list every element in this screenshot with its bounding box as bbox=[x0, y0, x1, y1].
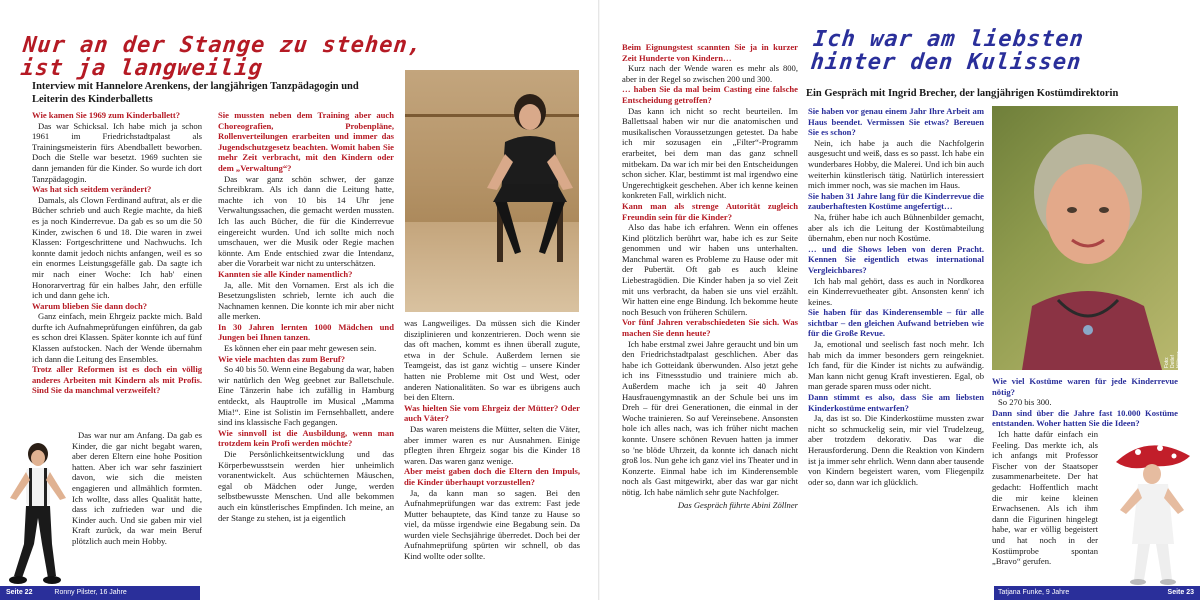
question: Wie viele machten das zum Beruf? bbox=[218, 353, 346, 364]
answer: Ich habe erstmal zwei Jahre geraucht und bin um den Friedrichstadtpalast geschlichen. Aber das habe ich Gotteidank überwunden. Also jetzt gehe ich ins Fitnessstudio und trainiere mich ab. Außerdem mache ich ja seit 40 Jahren Hausfrauengymnastik an der Schule bei uns im Dreh – für drei Generationen, die einmal in der Woche trainieren. So auf Vereinsebene. Ansonsten hole ich alles nach, was ich früher nicht machen konnte. Unsere schönen Revuen hatten ja immer so 'ne blöde Uhrzeit, da konnte ich danach nicht groß los. Nun gehe ich ganz viel ins Theater und in Konzerte. Einmal habe ich im Kinderensemble noch als Gast mitgewirkt, aber das war gar nicht nötig. Ich habe nämlich sehr gute Nachfolger. bbox=[622, 338, 798, 497]
answer: Ja, emotional und seelisch fast noch mehr. Ich hab mich da immer besonders gern reingekniet. Ich fand, für die Kinder ist nichts zu aufwändig. Man kann nicht genug Kraft investieren. Egal, ob man gerade sparen muss oder nicht. bbox=[808, 339, 984, 392]
qa-item bbox=[622, 42, 798, 84]
qa-item bbox=[622, 317, 798, 497]
question: Kann man als strenge Autorität zugleich Freundin sein für die Kinder? bbox=[622, 200, 798, 222]
answer: Kurz nach der Wende waren es mehr als 800, aber in der Regel so zwischen 200 und 300. bbox=[622, 63, 798, 84]
left-headline-line1: Nur an der Stange zu stehen, bbox=[21, 33, 424, 58]
answer: Es können eher ein paar mehr gewesen sein. bbox=[224, 343, 377, 354]
qa-item bbox=[218, 110, 394, 269]
page-number: Seite 23 bbox=[1167, 589, 1194, 596]
page-number: Seite 22 bbox=[6, 589, 33, 596]
question: Wie sinnvoll ist die Ausbildung, wenn man trotzdem kein Profi werden möchte? bbox=[218, 427, 394, 449]
photo-credit: Foto: Detlef Hübner bbox=[1164, 351, 1182, 368]
qa-item bbox=[32, 301, 202, 365]
answer: Damals, als Clown Ferdinand auftrat, als er die Bücher schrieb und auch Regie machte, da hieß es ja noch Kinderrevue. Da gab es so um die 50 Kinder, zwischen 6 und 18. Die waren in zwei Klassen: Fortgeschrittene und Nachwuchs. Ich konnte damit jedoch nichts anfangen, weil es so ein enormes Leistungsgefälle gab. Da sagte ich mir nach einer Woche: Ich hab' einen Honorarvertrag für ein halbes Jahr, den erfülle ich und dann gehe ich. bbox=[32, 194, 202, 301]
right-column-2 bbox=[808, 106, 984, 580]
right-column-1 bbox=[622, 42, 798, 578]
answer: Die Persönlichkeitsentwicklung und das Körperbewusstsein werden hier unheimlich voranentwickelt. Aus schüchternen Mäuschen, egal ob Mädchen oder Junge, werden selbstbewusste Menschen. Und alle bekommen auch ein künstlerisches Empfinden. Ich meine, an der Stange zu stehen, ist ja eigentlich bbox=[218, 449, 394, 523]
answer: Das war ganz schön schwer, der ganze Schreibkram. Als ich dann die Leitung hatte, machte ich von 10 bis 14 Uhr jene Verwaltungssachen, die gemacht werden mussten. Ich las auch Bücher, die für die Kinderrevue eingereicht wurden. Und ich sollte mich noch umschauen, wer die Musik oder Regie machen könnte. Am Ende entschied zwar die Intendanz, aber die Vorarbeit war nicht zu unterschätzen. bbox=[218, 173, 394, 269]
question: Sie haben vor genau einem Jahr Ihre Arbeit am Haus beendet. Vermissen Sie etwas? Bereuen Sie es schon? bbox=[808, 106, 984, 138]
answer: Ich hatte dafür einfach ein Feeling. Das merkte ich, als ich anfangs mit Professor Fischer von der Staatsoper zusammenarbeitete. Der hat gedacht: Hoffentlich macht die mir keine kleinen Erwachsenen. Als ich ihm dann die Figurinen hingelegt habe, war er völlig begeistert und hat noch in der Kostümprobe spontan „Bravo“ gerufen. bbox=[992, 428, 1098, 567]
qa-item bbox=[218, 354, 394, 428]
question: Sie mussten neben dem Training aber auch Choreografien, Probenpläne, Rollenverteilungen erarbeiten und immer das Jugendschutzgesetz beachten. Womit haben Sie mehr Zeit verbracht, mit den Kindern oder dem „Verwaltung“? bbox=[218, 110, 394, 173]
qa-item bbox=[808, 307, 984, 392]
qa-item bbox=[808, 106, 984, 191]
qa-item bbox=[218, 322, 394, 354]
question: Dann stimmt es also, dass Sie am liebsten Kinderkostüme entwarfen? bbox=[808, 392, 984, 413]
qa-item bbox=[808, 392, 984, 487]
mushroom-costume-cutout bbox=[1108, 432, 1198, 586]
photo-caption: Tatjana Funke, 9 Jahre bbox=[998, 589, 1070, 596]
photo-caption: Ronny Pilster, 16 Jahre bbox=[54, 589, 127, 596]
question: Sie haben 31 Jahre lang für die Kinderrevue die zauberhaftesten Kostüme angefertigt… bbox=[808, 190, 984, 212]
question: Was hat sich seitdem verändert? bbox=[32, 184, 152, 195]
answer: Ja, da kann man so sagen. Bei den Aufnahmeprüfungen war das extrem: Fast jede Mutter behauptete, das Kind tanze zu Hause so viel, da müsse irgendwie eine Begabung sein. Da wurden viele Sechsjährige überredet. Doch bei der Aufnahmeprüfung spürten wir schnell, ob das Kind wollte oder sollte. bbox=[404, 487, 580, 562]
qa-item bbox=[622, 201, 798, 318]
answer: Also das habe ich erfahren. Wenn ein offenes Kind plötzlich berührt war, habe ich es zur Seite genommen und wir haben uns unterhalten. Manchmal waren es Probleme zu Hause oder mit der Pubertät. Oft gab es auch kleine Liebestragödien. Die Kinder haben ja so viel Zeit mit uns verbracht, da haben sie uns viel erzählt. Wir hatten eine enge Bindung. Ich bekomme heute noch Besuch von früheren Schülern. bbox=[622, 222, 798, 317]
right-headline bbox=[810, 28, 1195, 74]
answer: Ja, alle. Mit den Vornamen. Erst als ich die Besetzungslisten schrieb, lernte ich auch die Nachnamen kennen. Die konnte ich mir aber nicht alle merken. bbox=[218, 279, 394, 322]
question: Dann sind über die Jahre fast 10.000 Kostüme entstanden. Woher hatten Sie die Ideen? bbox=[992, 407, 1178, 429]
qa-item bbox=[808, 191, 984, 244]
answer: Ja, das ist so. Die Kinderkostüme mussten zwar nicht so schmuckelig sein, mir viel Trudelzeug, aber trotzdem dekorativ. Das war die Herausforderung. Denn die Reaktion von Kindern ist ja immer sehr ehrlich. Wenn dann aber tausende von Kindern begeistert waren, vom Fliegenpilz oder so, dann war ich glücklich. bbox=[808, 413, 984, 487]
seated-woman-figure bbox=[475, 84, 585, 274]
qa-item bbox=[404, 403, 580, 467]
right-intro: Ein Gespräch mit Ingrid Brecher, der langjährigen Kostümdirektorin bbox=[806, 88, 1119, 99]
right-headline-line1: Ich war am liebsten bbox=[811, 27, 1086, 52]
question: Was hielten Sie vom Ehrgeiz der Mütter? Oder auch Väter? bbox=[404, 402, 580, 424]
right-page bbox=[600, 0, 1200, 600]
question: Wie kamen Sie 1969 zum Kinderballett? bbox=[32, 110, 181, 120]
question: Wie viel Kostüme waren für jede Kinderrevue nötig? bbox=[992, 376, 1178, 397]
left-column-1-wrap bbox=[72, 430, 202, 580]
left-column-2 bbox=[218, 110, 394, 580]
answer: So 270 bis 300. bbox=[998, 397, 1052, 408]
question: Aber meist gaben doch die Eltern den Impuls, die Kinder überhaupt vorzustellen? bbox=[404, 466, 580, 487]
answer: So 40 bis 50. Wenn eine Begabung da war, haben wir natürlich den Weg geebnet zur Balletschule. Eine Tänzerin habe ich zufällig in Hamburg entdeckt, als Hauptrolle im Musical „Mamma Mia!“. Eine ist Solistin im Fernsehballett, andere sind ins klassische Fach gegangen. bbox=[218, 364, 394, 428]
dancer-photo bbox=[405, 70, 579, 312]
qa-item bbox=[32, 110, 202, 184]
left-column-1 bbox=[32, 110, 202, 428]
woman-portrait bbox=[992, 106, 1178, 370]
child-dancer-cutout bbox=[6, 440, 70, 586]
answer: Das war Schicksal. Ich habe mich ja schon 1961 im Friedrichstadtpalast als Trainingsmeisterin fürs Abendballett beworben. Doch die Stelle war besetzt. 1969 suchten sie dann jemanden für die Kinder. So wurde ich dort Tanzpädagogin. bbox=[32, 120, 202, 184]
qa-item bbox=[32, 184, 202, 301]
question: Vor fünf Jahren verabschiedeten Sie sich. Was machen Sie denn heute? bbox=[622, 317, 798, 339]
answer: Na, früher habe ich auch Bühnenbilder gemacht, aber als ich die Leitung der Kostümabteilung übernahm, eben nur noch Kostüme. bbox=[808, 211, 984, 244]
left-intro: Interview mit Hannelore Arenkens, der langjährigen Tanzpädagogin und Leiterin des Kinderballetts bbox=[32, 81, 359, 105]
qa-item bbox=[992, 376, 1178, 408]
question: In 30 Jahren lernten 1000 Mädchen und Jungen bei Ihnen tanzen. bbox=[218, 321, 394, 343]
costume-director-photo bbox=[992, 106, 1182, 370]
left-footer bbox=[0, 586, 200, 600]
answer: Ich hab mal gehört, dass es auch in Nordkorea ein Kinderrevuetheater gibt. Ansonsten kenn' ich keines. bbox=[808, 275, 984, 307]
left-column-3 bbox=[404, 318, 580, 580]
qa-item bbox=[622, 84, 798, 201]
answer: Ganz einfach, mein Ehrgeiz packte mich. Bald durfte ich Aufnahmeprüfungen einführen, da gab es schon drei Klassen. Später konnte ich auf fünf Klassen aufstocken. Nach der Wende übernahm ich dann die Leitung des Ensembles. bbox=[32, 311, 202, 364]
qa-item bbox=[218, 269, 394, 322]
qa-item bbox=[404, 318, 580, 403]
answer: was Langweiliges. Da müssen sich die Kinder disziplinieren und konzentrieren. Doch wenn sie das oft machen, kommt es ihnen überall zugute, etwa in der Schule. Außerdem lernen sie Teamgeist, das ist ganz wichtig – unsere Kinder hatten nie Probleme mit Ost und West, oder anderen Nationalitäten. So war es übrigens auch bei den Eltern. bbox=[404, 318, 580, 403]
question: Beim Eignungstest scannten Sie ja in kurzer Zeit Hunderte von Kindern… bbox=[622, 42, 798, 63]
question: Warum blieben Sie dann doch? bbox=[32, 300, 148, 311]
question: … und die Shows leben von deren Pracht. Kennen Sie eigentlich etwas international Vergleichbares? bbox=[808, 243, 984, 275]
question: Sie haben für das Kinderensemble – für alle sichtbar – den gleichen Aufwand betrieben wie für die Große Revue. bbox=[808, 307, 984, 339]
question: … haben Sie da mal beim Casting eine falsche Entscheidung getroffen? bbox=[622, 84, 798, 105]
question: Trotz aller Reformen ist es doch ein völlig anderes Arbeiten mit Kindern als mit Profis. Sind Sie da manchmal verzweifelt? bbox=[32, 364, 202, 396]
answer: Das kann ich nicht so recht beurteilen. Im Ballettsaal haben wir nur die anatomischen und musikalischen Voraussetzungen getestet. Da habe ich mir sozusagen ein „Filter“-Programm erarbeitet, bei dem man das ganz schnell mitbekam. Da war ich mir bei den Entscheidungen schon sicher. Klar, bestimmt ist mal irgendwo eine Ungerechtigkeit geschehen. Aber ich kenne keinen konkreten Fall, wirklich nicht. bbox=[622, 105, 798, 201]
left-headline-line2: ist ja langweilig bbox=[19, 56, 265, 81]
answer: Das waren meistens die Mütter, selten die Väter, aber immer waren es nur Ausnahmen. Einige pflegten ihren Ehrgeiz sogar bis die Kinder 18 waren. Das waren ganz wenige. bbox=[404, 423, 580, 466]
interview-credit: Das Gespräch führte Abini Zöllner bbox=[677, 499, 798, 510]
question: Kannten sie alle Kinder namentlich? bbox=[218, 268, 353, 279]
answer: Das war nur am Anfang. Da gab es Kinder, die gar nicht begabt waren, aber deren Eltern eine hohe Position hatten. Aber ich war sehr fasziniert davon, wie sich die meisten engagieren und allmählich formten. Ich wollte, dass alles Qualität hatte, dass ich zufrieden war und die Kinder auch. Und sie gaben mir viel Kraft zurück, da war mein Beruf plötzlich auch mein Hobby. bbox=[72, 430, 202, 546]
right-footer bbox=[994, 586, 1200, 600]
qa-item bbox=[808, 244, 984, 308]
right-headline-line2: hinter den Kulissen bbox=[809, 50, 1083, 75]
answer: Nein, ich habe ja auch die Nachfolgerin ausgesucht und weiß, dass es so passt. Ich habe ein wunderbares Hobby, die Malerei. Und ich bin auch weiterhin künstlerisch tätig. Natürlich interessiert mich immer noch, was sie machen im Haus. bbox=[808, 137, 984, 191]
qa-item bbox=[218, 428, 394, 523]
qa-item bbox=[32, 364, 202, 396]
qa-item bbox=[404, 466, 580, 561]
